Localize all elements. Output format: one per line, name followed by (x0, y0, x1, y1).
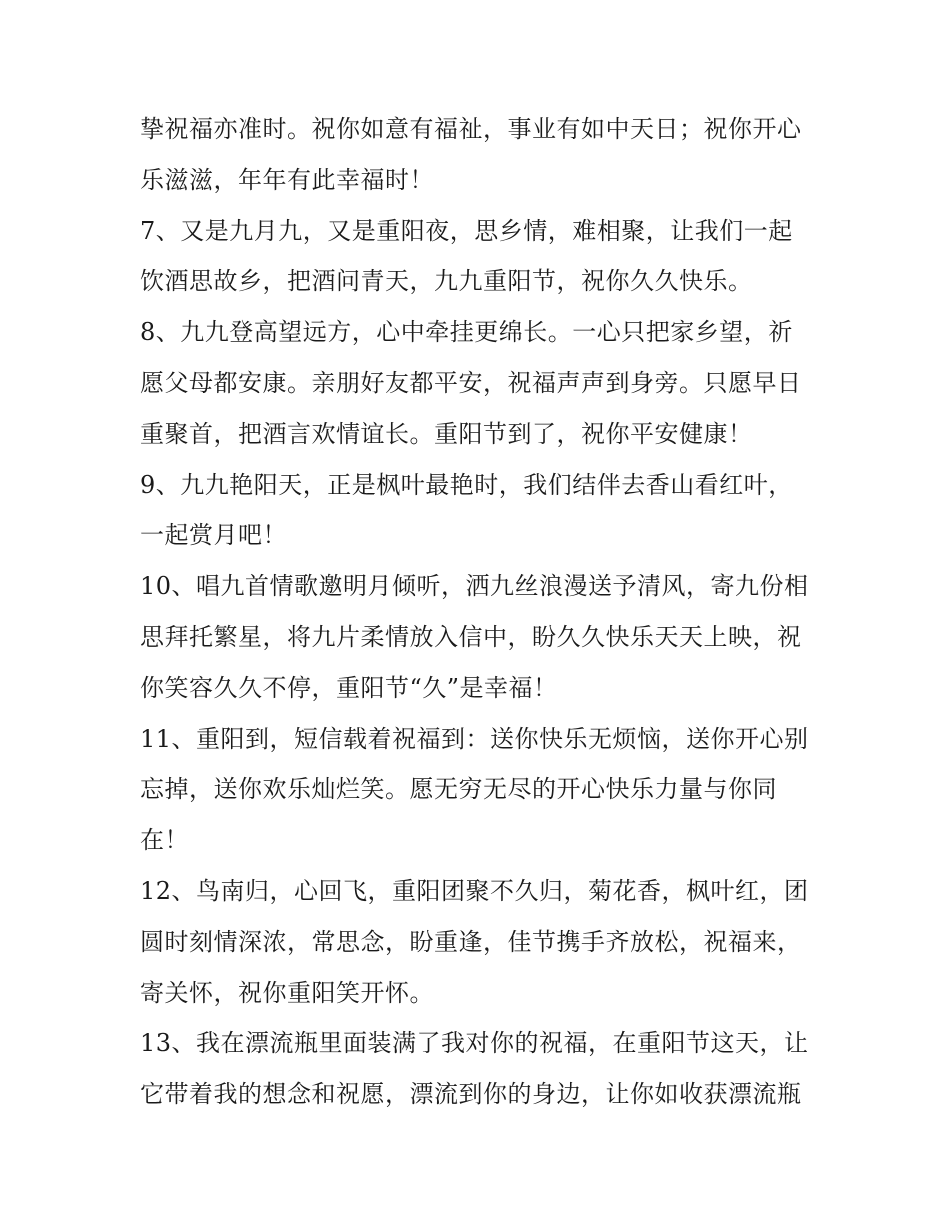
text-line: 11、重阳到，短信载着祝福到：送你快乐无烦恼，送你开心别 (140, 724, 809, 753)
text-line: 你笑容久久不停，重阳节“久”是幸福！ (140, 673, 558, 702)
text-line: 一起赏月吧！ (140, 521, 287, 550)
text-line: 寄关怀，祝你重阳笑开怀。 (140, 978, 434, 1007)
text-line: 思拜托繁星，将九片柔情放入信中，盼久久快乐天天上映，祝 (140, 622, 802, 651)
text-line: 12、鸟南归，心回飞，重阳团聚不久归，菊花香，枫叶红，团 (140, 876, 809, 905)
document-body (140, 104, 820, 1120)
text-line: 乐滋滋，年年有此幸福时！ (140, 165, 434, 194)
text-line: 9、九九艳阳天，正是枫叶最艳时，我们结伴去香山看红叶， (140, 470, 793, 499)
text-line: 10、唱九首情歌邀明月倾听，洒九丝浪漫送予清风，寄九份相 (140, 572, 809, 601)
text-line: 7、又是九月九，又是重阳夜，思乡情，难相聚，让我们一起 (140, 216, 793, 245)
text-line: 饮酒思故乡，把酒问青天，九九重阳节，祝你久久快乐。 (140, 267, 753, 296)
text-line: 8、九九登高望远方，心中牵挂更绵长。一心只把家乡望，祈 (140, 318, 793, 347)
text-line: 13、我在漂流瓶里面装满了我对你的祝福，在重阳节这天，让 (140, 1029, 809, 1058)
text-line: 圆时刻情深浓，常思念，盼重逢，佳节携手齐放松，祝福来， (140, 927, 802, 956)
text-line: 重聚首，把酒言欢情谊长。重阳节到了，祝你平安健康！ (140, 419, 753, 448)
text-line: 愿父母都安康。亲朋好友都平安，祝福声声到身旁。只愿早日 (140, 368, 802, 397)
text-line: 挚祝福亦准时。祝你如意有福祉，事业有如中天日；祝你开心 (140, 115, 802, 143)
text-line: 忘掉，送你欢乐灿烂笑。愿无穷无尽的开心快乐力量与你同 (140, 775, 777, 804)
text-line: 在！ (140, 826, 189, 855)
text-line: 它带着我的想念和祝愿，漂流到你的身边，让你如收获漂流瓶 (140, 1080, 802, 1109)
